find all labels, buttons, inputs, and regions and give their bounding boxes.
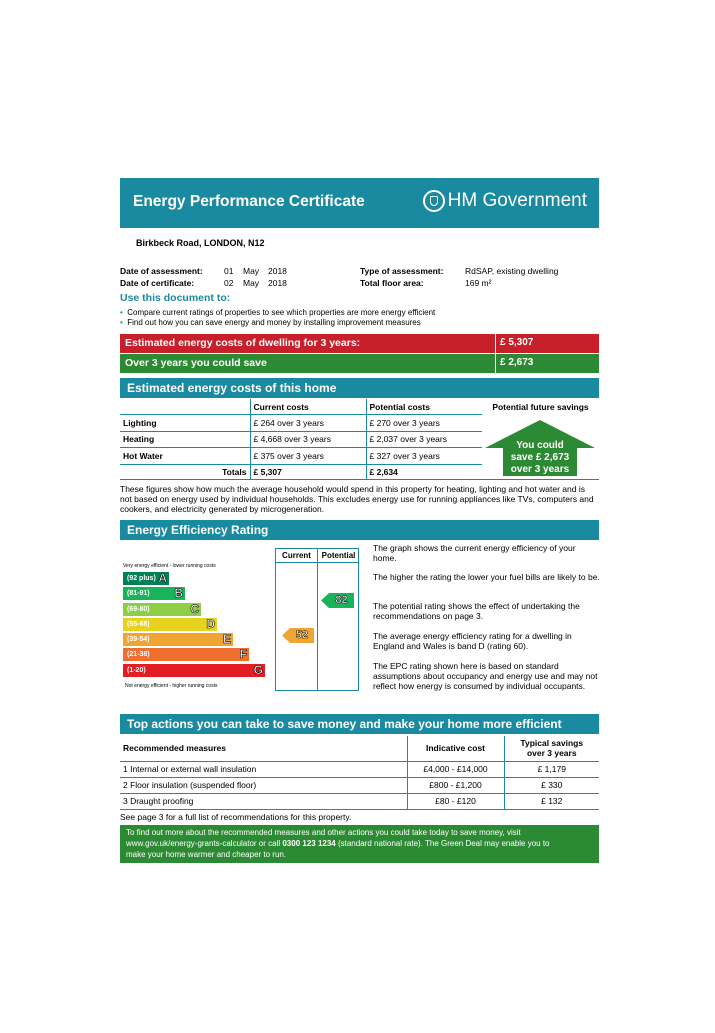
assessment-month: May (243, 266, 260, 276)
rating-top-caption: Very energy efficient - lower running costs (123, 563, 216, 569)
rating-band-d (123, 618, 217, 631)
table-row (120, 448, 482, 465)
rating-band-range: (55-68) (127, 620, 150, 628)
rating-section-title: Energy Efficiency Rating (127, 523, 269, 537)
rating-col-current: Current (282, 551, 311, 560)
rating-chart-frame (275, 548, 359, 691)
rating-band-letter: A (158, 571, 167, 585)
rating-band-range: (92 plus) (127, 575, 156, 582)
use-bullet-1: • Compare current ratings of properties to see which properties are more energy efficient (120, 308, 436, 317)
rating-band-letter: E (222, 632, 231, 647)
col-potential-costs: Potential costs (366, 399, 482, 415)
col-measures: Recommended measures (120, 736, 407, 761)
assessment-day: 01 (224, 266, 234, 276)
green-deal-line-3: make your home warmer and cheaper to run. (126, 850, 287, 859)
current-rating-value: 52 (295, 629, 309, 641)
rating-band-range: (39-54) (127, 636, 150, 644)
savings-value-cell (495, 354, 600, 373)
cost: £4,000 - £14,000 (407, 761, 504, 777)
savings: £ 132 (504, 793, 599, 809)
rating-para-2: The higher the rating the lower your fuel bills are likely to be. (373, 572, 600, 582)
rating-band-f (123, 648, 249, 661)
rating-band-range: (1-20) (127, 666, 146, 674)
rating-para-5: The EPC rating shown here is based on standard assumptions about occupancy and energy use and may not reflect how energy is consumed by individual occupants. (373, 661, 598, 691)
rating-band-e (123, 633, 233, 646)
table-row (120, 431, 482, 448)
property-address: Birkbeck Road, LONDON, N12 (136, 238, 265, 248)
savings: £ 1,179 (504, 761, 599, 777)
rating-bands (123, 572, 273, 679)
rating-band-letter: G (253, 662, 263, 677)
certificate-title: Energy Performance Certificate (133, 193, 365, 210)
use-document-heading: Use this document to: (120, 292, 231, 304)
estimated-costs-label: Estimated energy costs of dwelling for 3 years: (125, 337, 361, 349)
savings-bar (120, 354, 599, 373)
rating-band-range: (21-38) (127, 651, 150, 659)
estimated-costs-bar (120, 334, 599, 353)
costs-table-divider (120, 479, 599, 480)
col-current-costs: Current costs (250, 399, 366, 415)
certificate-date-label: Date of certificate: (120, 278, 195, 288)
current-cost: £ 375 over 3 years (250, 448, 366, 465)
row-label: Hot Water (120, 448, 250, 465)
col-savings: Typical savings over 3 years (504, 736, 599, 761)
estimated-costs-value: £ 5,307 (500, 337, 534, 348)
certificate-day: 02 (224, 278, 234, 288)
floor-area-label: Total floor area: (360, 278, 424, 288)
row-label: Heating (120, 431, 250, 448)
rating-band-letter: D (206, 616, 215, 631)
totals-label: Totals (222, 467, 247, 478)
rating-band-letter: F (239, 647, 247, 662)
current-cost: £ 4,668 over 3 years (250, 431, 366, 448)
actions-section-title: Top actions you can take to save money and make your home more efficient (127, 717, 562, 731)
rating-header-divider (276, 562, 358, 563)
table-row (120, 415, 482, 432)
potential-cost: £ 327 over 3 years (366, 448, 482, 465)
assessment-year: 2018 (268, 266, 287, 276)
floor-area-value: 169 m² (465, 278, 492, 288)
actions-table-header (120, 736, 599, 761)
potential-cost: £ 270 over 3 years (366, 415, 482, 432)
measure: 2 Floor insulation (suspended floor) (120, 777, 407, 793)
certificate-month: May (243, 278, 260, 288)
costs-table (120, 399, 482, 480)
col-future-savings: Potential future savings (492, 402, 589, 412)
rating-band-a (123, 572, 169, 585)
savings: £ 330 (504, 777, 599, 793)
royal-crest-icon (423, 190, 445, 212)
col-cost: Indicative cost (407, 736, 504, 761)
estimated-costs-value-cell (495, 334, 600, 353)
costs-section-title: Estimated energy costs of this home (127, 381, 337, 395)
totals-potential: £ 2,634 (366, 464, 482, 480)
green-deal-line-2: www.gov.uk/energy-grants-calculator or call 0300 123 1234 (standard national rate). The Green Deal may enable you to (126, 839, 550, 848)
rating-column-divider (317, 549, 318, 690)
current-cost: £ 264 over 3 years (250, 415, 366, 432)
rating-para-4: The average energy efficiency rating for a dwelling in England and Wales is band D (rating 60). (373, 631, 572, 651)
potential-rating-value: 82 (335, 594, 348, 606)
costs-note: These figures show how much the average household would spend in this property for heating, lighting and hot water and is not based on energy used by individual households. This excludes energy use for running appliances like TVs, computers and cookers, and electricity generated by microgeneration. (120, 484, 594, 514)
savings-value: £ 2,673 (500, 357, 534, 368)
measure: 1 Internal or external wall insulation (120, 761, 407, 777)
use-bullet-2: • Find out how you can save energy and money by installing improvement measures (120, 318, 421, 327)
hm-government-label: HM Government (447, 190, 587, 211)
certificate-header (120, 178, 599, 228)
cost: £800 - £1,200 (407, 777, 504, 793)
actions-table (120, 736, 599, 810)
table-row (120, 777, 599, 793)
totals-row (120, 464, 482, 480)
savings-label: Over 3 years you could save (125, 357, 267, 369)
table-row (120, 761, 599, 777)
see-page-note: See page 3 for a full list of recommendations for this property. (120, 812, 352, 822)
hm-government-logo (423, 190, 587, 212)
cost: £80 - £120 (407, 793, 504, 809)
table-row (120, 793, 599, 809)
green-deal-box (120, 825, 599, 863)
rating-band-g (123, 664, 265, 677)
row-label: Lighting (120, 415, 250, 432)
rating-para-1: The graph shows the current energy efficiency of your home. (373, 543, 576, 563)
costs-section-header (120, 378, 599, 398)
green-deal-phone: 0300 123 1234 (282, 839, 336, 848)
rating-col-potential: Potential (321, 551, 356, 560)
costs-table-header (120, 399, 482, 415)
rating-band-letter: C (190, 601, 199, 616)
assessment-date-label: Date of assessment: (120, 266, 203, 276)
savings-arrow-text: You could save £ 2,673 over 3 years (510, 440, 570, 475)
certificate-year: 2018 (268, 278, 287, 288)
actions-section-header (120, 714, 599, 734)
measure: 3 Draught proofing (120, 793, 407, 809)
rating-band-b (123, 587, 185, 600)
green-deal-line-1: To find out more about the recommended measures and other actions you could take today to save money, visit (126, 828, 521, 837)
rating-band-letter: B (174, 586, 183, 601)
rating-section-header (120, 520, 599, 540)
rating-bottom-caption: Not energy efficient - higher running costs (125, 683, 218, 689)
rating-para-3: The potential rating shows the effect of undertaking the recommendations on page 3. (373, 601, 580, 621)
assessment-type-label: Type of assessment: (360, 266, 444, 276)
rating-band-range: (69-80) (127, 605, 150, 613)
potential-cost: £ 2,037 over 3 years (366, 431, 482, 448)
rating-band-range: (81-91) (127, 590, 150, 598)
assessment-type-value: RdSAP, existing dwelling (465, 266, 559, 276)
totals-current: £ 5,307 (250, 464, 366, 480)
rating-band-c (123, 603, 201, 616)
